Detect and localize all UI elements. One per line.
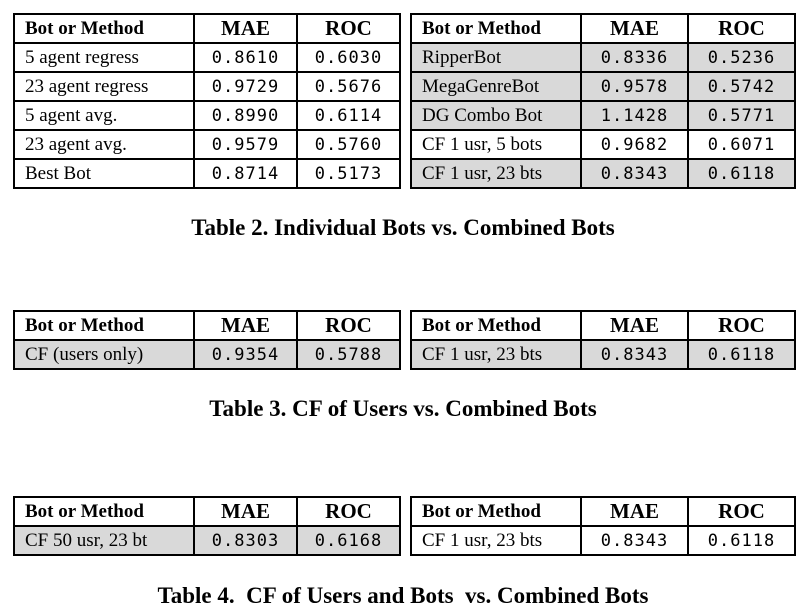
col-header-roc: ROC: [688, 497, 795, 526]
method-cell: DG Combo Bot: [411, 101, 581, 130]
roc-cell: 0.5173: [297, 159, 400, 188]
method-cell: 5 agent avg.: [14, 101, 194, 130]
mae-cell: 1.1428: [581, 101, 688, 130]
table-header-row: [411, 14, 795, 43]
mae-cell: 0.8343: [581, 526, 688, 555]
mae-cell: 0.8990: [194, 101, 297, 130]
roc-cell: 0.6030: [297, 43, 400, 72]
table-row: [411, 340, 795, 369]
table-row: [14, 72, 400, 101]
col-header-roc: ROC: [688, 14, 795, 43]
roc-cell: 0.6071: [688, 130, 795, 159]
mae-cell: 0.9578: [581, 72, 688, 101]
roc-cell: 0.5236: [688, 43, 795, 72]
roc-cell: 0.5676: [297, 72, 400, 101]
table-row: [14, 43, 400, 72]
roc-cell: 0.5742: [688, 72, 795, 101]
table-row: [14, 340, 400, 369]
col-header-method: Bot or Method: [14, 497, 194, 526]
col-header-mae: MAE: [581, 311, 688, 340]
table-header-row: [14, 311, 400, 340]
table3-right: [410, 310, 796, 370]
table3-left: [13, 310, 401, 370]
method-cell: CF 50 usr, 23 bt: [14, 526, 194, 555]
table-row: [14, 159, 400, 188]
table2-left: [13, 13, 401, 189]
roc-cell: 0.6114: [297, 101, 400, 130]
col-header-mae: MAE: [581, 14, 688, 43]
col-header-mae: MAE: [194, 14, 297, 43]
table-header-row: [411, 497, 795, 526]
method-cell: CF 1 usr, 23 bts: [411, 159, 581, 188]
col-header-roc: ROC: [297, 497, 400, 526]
mae-cell: 0.9354: [194, 340, 297, 369]
roc-cell: 0.6118: [688, 340, 795, 369]
table-row: [14, 130, 400, 159]
method-cell: CF 1 usr, 5 bots: [411, 130, 581, 159]
table-row: [411, 159, 795, 188]
method-cell: 5 agent regress: [14, 43, 194, 72]
col-header-method: Bot or Method: [411, 497, 581, 526]
table-row: [411, 130, 795, 159]
table4-left: [13, 496, 401, 556]
mae-cell: 0.8610: [194, 43, 297, 72]
mae-cell: 0.8343: [581, 159, 688, 188]
mae-cell: 0.8336: [581, 43, 688, 72]
roc-cell: 0.5788: [297, 340, 400, 369]
table-row: [411, 72, 795, 101]
method-cell: CF 1 usr, 23 bts: [411, 526, 581, 555]
roc-cell: 0.5760: [297, 130, 400, 159]
method-cell: RipperBot: [411, 43, 581, 72]
table-row: [14, 101, 400, 130]
table-row: [14, 526, 400, 555]
mae-cell: 0.9682: [581, 130, 688, 159]
method-cell: Best Bot: [14, 159, 194, 188]
table-row: [411, 43, 795, 72]
col-header-method: Bot or Method: [411, 311, 581, 340]
col-header-roc: ROC: [688, 311, 795, 340]
method-cell: CF (users only): [14, 340, 194, 369]
roc-cell: 0.6168: [297, 526, 400, 555]
col-header-roc: ROC: [297, 14, 400, 43]
roc-cell: 0.5771: [688, 101, 795, 130]
table2-caption: Table 2. Individual Bots vs. Combined Bots: [191, 215, 615, 240]
method-cell: CF 1 usr, 23 bts: [411, 340, 581, 369]
method-cell: 23 agent regress: [14, 72, 194, 101]
table-header-row: [14, 14, 400, 43]
col-header-mae: MAE: [194, 311, 297, 340]
table-header-row: [14, 497, 400, 526]
table-header-row: [411, 311, 795, 340]
roc-cell: 0.6118: [688, 159, 795, 188]
table2-right: [410, 13, 796, 189]
mae-cell: 0.8343: [581, 340, 688, 369]
col-header-method: Bot or Method: [14, 311, 194, 340]
method-cell: 23 agent avg.: [14, 130, 194, 159]
col-header-mae: MAE: [194, 497, 297, 526]
col-header-roc: ROC: [297, 311, 400, 340]
col-header-method: Bot or Method: [14, 14, 194, 43]
table-row: [411, 101, 795, 130]
mae-cell: 0.8303: [194, 526, 297, 555]
roc-cell: 0.6118: [688, 526, 795, 555]
table4-caption: Table 4. CF of Users and Bots vs. Combined Bots: [157, 583, 649, 608]
mae-cell: 0.8714: [194, 159, 297, 188]
table-row: [411, 526, 795, 555]
table3-caption: Table 3. CF of Users vs. Combined Bots: [209, 396, 597, 421]
mae-cell: 0.9729: [194, 72, 297, 101]
mae-cell: 0.9579: [194, 130, 297, 159]
col-header-method: Bot or Method: [411, 14, 581, 43]
col-header-mae: MAE: [581, 497, 688, 526]
method-cell: MegaGenreBot: [411, 72, 581, 101]
table4-right: [410, 496, 796, 556]
